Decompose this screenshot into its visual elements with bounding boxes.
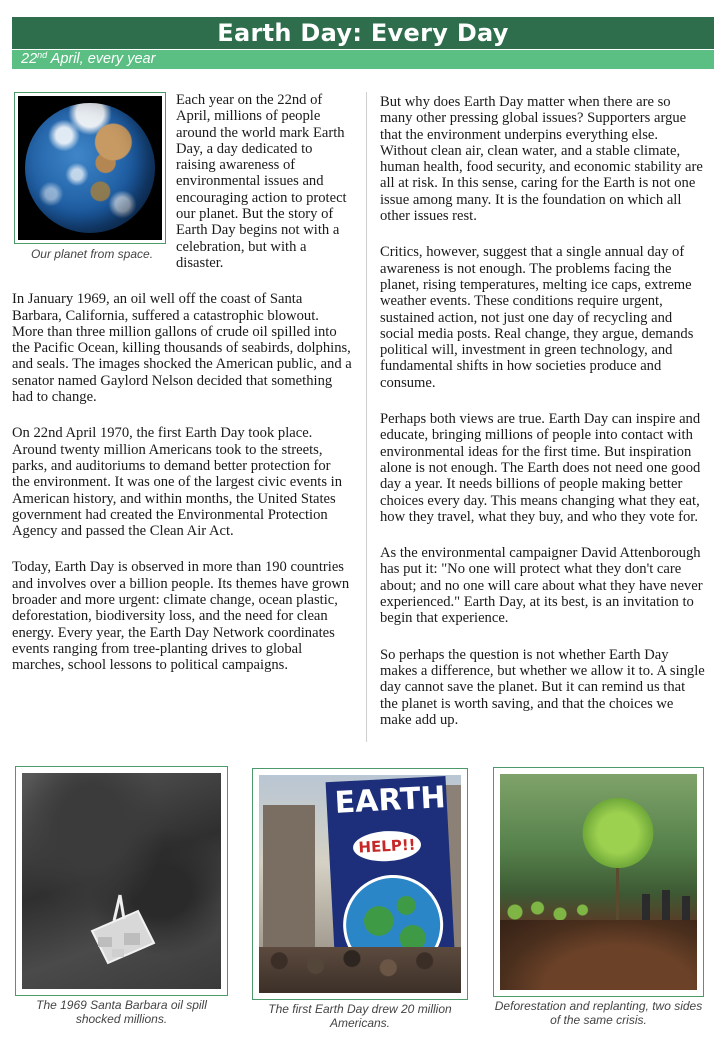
- replanting-image: [500, 774, 697, 990]
- left-column: [12, 92, 352, 694]
- left-paragraph-2: In January 1969, an oil well off the coast of Santa Barbara, California, suffered a catastrophic blowout. More than three million gallons of crude oil spilled into the Pacific Ocean, killing thousands of seabirds, dolphins, and seals. The images shocked the American public, and a senator named Gaylord Nelson decided that something had to change.: [12, 291, 352, 406]
- right-paragraph-3: Perhaps both views are true. Earth Day can inspire and educate, bringing millions of people into contact with environmental ideas for the first time. But inspiration alone is not enough. The Earth does not need one good day a year. It needs billions of people making better choices every day. This means changing what they eat, how they travel, what they buy, and who they vote for.: [380, 411, 701, 525]
- protest-sign-help-bubble: HELP!!: [352, 829, 421, 863]
- subtitle-text: April, every year: [47, 51, 156, 67]
- page-title: Earth Day: Every Day: [12, 17, 714, 49]
- tree-canopy-icon: [582, 798, 654, 868]
- trees-photo-frame: [493, 767, 704, 997]
- oil-spill-caption: The 1969 Santa Barbara oil spill shocked millions.: [36, 998, 207, 1026]
- crowd: [259, 947, 461, 993]
- right-paragraph-2: Critics, however, suggest that a single annual day of awareness is not enough. The problems facing the planet, rising temperatures, melting ice caps, extreme weather events. These conditions require urgent, sustained action, not just one day of recycling and social media posts. Real change, they argue, demands political will, investment in green technology, and fundamental shifts in how societies produce and consume.: [380, 244, 694, 391]
- protest-figure: [252, 768, 468, 1030]
- soil-mound: [500, 920, 697, 990]
- earth-caption: Our planet from space.: [30, 247, 154, 261]
- oil-spill-image: [22, 773, 221, 989]
- right-column: [380, 94, 705, 748]
- first-earth-day-protest-image: [259, 775, 461, 993]
- oil-spill-photo-frame: [15, 766, 228, 996]
- right-paragraph-4: As the environmental campaigner David Attenborough has put it: "No one will protect what they don't care about; and no one will care about what they have never experienced." Earth Day, at its best, is an invitation to begin that experience.: [380, 545, 703, 627]
- left-paragraph-3: On 22nd April 1970, the first Earth Day took place. Around twenty million Americans took to the streets, parks, and auditoriums to demand better protection for the environment. It was one of the largest civic events in American history, and within months, the United States government had created the Environmental Protection Agency and passed the Clean Air Act.: [12, 425, 343, 540]
- right-paragraph-5: So perhaps the question is not whether Earth Day makes a difference, but whether we allow it to. A single day cannot save the planet. But it can remind us that the planet is worth saving, and that the choices we make add up.: [380, 646, 705, 728]
- earth-photo-frame: [14, 92, 166, 244]
- protest-photo-frame: [252, 768, 468, 1000]
- trees-caption: Deforestation and replanting, two sides of the same crisis.: [494, 999, 703, 1027]
- oil-rig-icon: [84, 891, 162, 975]
- column-divider: [366, 92, 367, 742]
- earth-figure: [14, 92, 170, 261]
- subtitle-day: 22: [21, 51, 38, 67]
- left-paragraph-4: Today, Earth Day is observed in more than 190 countries and involves over a billion people. Its themes have grown broader and more urgent: climate change, ocean plastic, deforestation, biodiversity loss, and the need for clean energy. Every year, the Earth Day Network coordinates events ranging from tree-planting drives to global marches, school lessons to political campaigns.: [12, 559, 350, 674]
- right-paragraph-1: But why does Earth Day matter when there are so many other pressing global issues? Supporters argue that the environment underpins everything else. Without clean air, clean water, and a stable climate, human health, food security, and economic stability are all at risk. In this sense, caring for the Earth is not one issue among many. It is the foundation on which all other issues rest.: [380, 94, 703, 225]
- trees-figure: [493, 767, 704, 1027]
- oil-spill-figure: [15, 766, 228, 1026]
- protest-sign-earth-text: EARTH: [333, 780, 447, 821]
- building-left: [263, 805, 315, 955]
- earth-from-space-image: [18, 96, 162, 240]
- protest-caption: The first Earth Day drew 20 million Americans.: [268, 1002, 452, 1030]
- globe-icon: [25, 103, 155, 233]
- left-paragraph-1: Each year on the 22nd of April, millions of people around the world mark Earth Day, a day dedicated to raising awareness of environmental issues and encouraging action to protect our planet. But the story of Earth Day begins not with a celebration, but with a disaster.: [176, 92, 347, 271]
- subtitle-ordinal-suffix: nd: [37, 50, 48, 60]
- page-subtitle: [12, 50, 714, 69]
